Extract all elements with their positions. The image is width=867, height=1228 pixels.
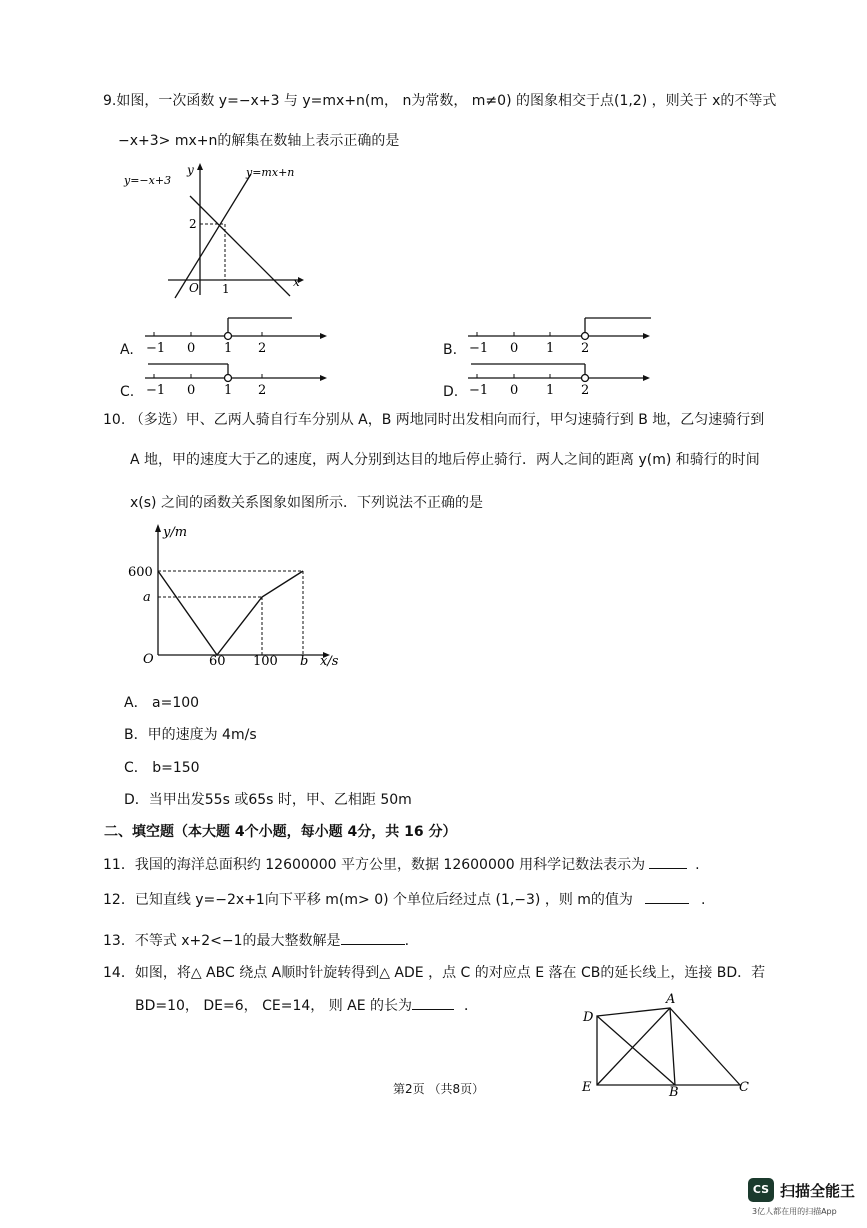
q13-answer-blank[interactable] — [341, 930, 405, 945]
q9-tick-y: 2 — [189, 217, 197, 231]
q10-tick-b: b — [300, 654, 309, 669]
q10-option-a: A． a=100 — [124, 695, 200, 711]
q9-option-c-open-point — [225, 375, 232, 382]
q11 — [103, 854, 700, 874]
q14-label-E: E — [582, 1080, 592, 1095]
q14-period: ． — [464, 998, 479, 1014]
q10-graph — [125, 520, 350, 670]
q9-line2: −x+3> mx+n的解集在数轴上表示正确的是 — [118, 133, 400, 149]
q9-origin-label: O — [189, 281, 199, 295]
q14-line1: 14．如图，将△ ABC 绕点 A顺时针旋转得到△ ADE ，点 C 的对应点 E 落在 CB的延长线上，连接 BD．若 — [103, 965, 766, 981]
q13-period: . — [404, 933, 410, 949]
q10-tick-60: 60 — [209, 654, 226, 669]
q11-text: 11．我国的海洋总面积约 12600000 平方公里，数据 12600000 用科学记数法表示为 — [103, 857, 646, 873]
q9-a-tick-1: 1 — [224, 341, 233, 356]
q14-label-B: B — [669, 1085, 679, 1100]
q9-option-b-letter: B. — [443, 342, 458, 358]
q9-option-a-open-point — [225, 333, 232, 340]
q13-text: 13．不等式 x+2<−1的最大整数解是 — [103, 933, 341, 949]
q9-option-b-numberline — [463, 312, 658, 360]
q12-text: 12．已知直线 y=−2x+1向下平移 m(m> 0) 个单位后经过点 (1,−3) ，则 m的值为 — [103, 892, 633, 908]
q10-axis-y-label: y/m — [163, 525, 188, 540]
q9-c-tick-0: 0 — [187, 383, 196, 398]
q10-tick-100: 100 — [253, 654, 278, 669]
q10-line1: 10. （多选）甲、乙两人骑自行车分别从 A，B 两地同时出发相向而行，甲匀速骑行到 B 地，乙匀速骑行到 — [103, 412, 765, 428]
q9-axis-y-label: y — [187, 163, 194, 177]
q10-option-d: D．当甲出发55s 或65s 时，甲、乙相距 50m — [124, 792, 412, 808]
q14-segment-AE — [597, 1008, 670, 1085]
q9-c-tick-2: 2 — [258, 383, 267, 398]
q10-distance-polyline — [158, 571, 303, 655]
q9-b-tick-neg1: −1 — [469, 341, 489, 356]
q10-option-b: B．甲的速度为 4m/s — [124, 727, 257, 743]
q13 — [103, 930, 409, 950]
q9-d-tick-1: 1 — [546, 383, 555, 398]
q10-option-c: C． b=150 — [124, 760, 200, 776]
q9-tick-x: 1 — [222, 282, 230, 296]
q9-option-a-numberline — [140, 312, 335, 360]
q9-option-d-open-point — [582, 375, 589, 382]
q14-segment-AC — [670, 1008, 740, 1085]
q14-line2: BD=10， DE=6， CE=14， 则 AE 的长为 — [135, 998, 413, 1014]
q10-line3: x(s) 之间的函数关系图象如图所示．下列说法不正确的是 — [130, 495, 483, 511]
q9-d-tick-2: 2 — [581, 383, 590, 398]
scanner-tagline: 3亿人都在用的扫描App — [752, 1207, 837, 1216]
q9-d-tick-neg1: −1 — [469, 383, 489, 398]
q9-graph — [118, 160, 318, 300]
q14-segment-BD — [597, 1016, 675, 1085]
q9-a-tick-0: 0 — [187, 341, 196, 356]
q9-option-d-numberline — [463, 356, 658, 402]
q10-origin-label: O — [143, 652, 154, 667]
q9-a-tick-2: 2 — [258, 341, 267, 356]
q11-period: . — [695, 857, 700, 873]
scanner-logo-icon: CS — [748, 1178, 774, 1202]
q14-figure — [575, 988, 760, 1100]
q11-answer-blank[interactable] — [649, 854, 687, 869]
q9-option-a-letter: A. — [120, 342, 134, 358]
q9-option-d-letter: D. — [443, 384, 459, 400]
q12 — [103, 889, 705, 909]
q14-line2-wrap — [135, 995, 478, 1015]
q9-axis-x-label: x — [293, 275, 300, 289]
q9-line-decreasing — [190, 196, 290, 296]
q9-d-tick-0: 0 — [510, 383, 519, 398]
q9-label-line2: y=mx+n — [246, 166, 295, 179]
scanner-brand: 扫描全能王 — [780, 1182, 856, 1200]
q9-b-tick-2: 2 — [581, 341, 590, 356]
q9-option-c-numberline — [140, 356, 335, 402]
q9-line1: 9.如图，一次函数 y=−x+3 与 y=mx+n(m， n为常数， m≠0) 的图象相交于点(1,2) ，则关于 x的不等式 — [103, 93, 777, 109]
section-2-heading: 二、填空题（本大题 4个小题，每小题 4分，共 16 分） — [104, 824, 457, 840]
q10-axis-x-label: x/s — [320, 654, 339, 669]
q12-answer-blank[interactable] — [645, 889, 689, 904]
q9-option-c-letter: C. — [120, 384, 135, 400]
q9-option-b-open-point — [582, 333, 589, 340]
q9-label-line1: y=−x+3 — [124, 174, 172, 187]
q9-c-tick-neg1: −1 — [146, 383, 166, 398]
q14-answer-blank[interactable] — [412, 995, 454, 1010]
q10-tick-a: a — [143, 590, 151, 605]
q9-b-tick-1: 1 — [546, 341, 555, 356]
page-footer: 第2页 （共8页） — [393, 1082, 485, 1096]
q14-label-D: D — [583, 1010, 594, 1025]
q10-line2: A 地，甲的速度大于乙的速度，两人分别到达目的地后停止骑行．两人之间的距离 y(m) 和骑行的时间 — [130, 452, 760, 468]
q12-period: . — [700, 892, 706, 908]
q9-c-tick-1: 1 — [224, 383, 233, 398]
q9-b-tick-0: 0 — [510, 341, 519, 356]
q14-label-C: C — [739, 1080, 749, 1095]
q9-a-tick-neg1: −1 — [146, 341, 166, 356]
q14-label-A: A — [666, 992, 676, 1007]
q10-tick-600: 600 — [128, 565, 153, 580]
